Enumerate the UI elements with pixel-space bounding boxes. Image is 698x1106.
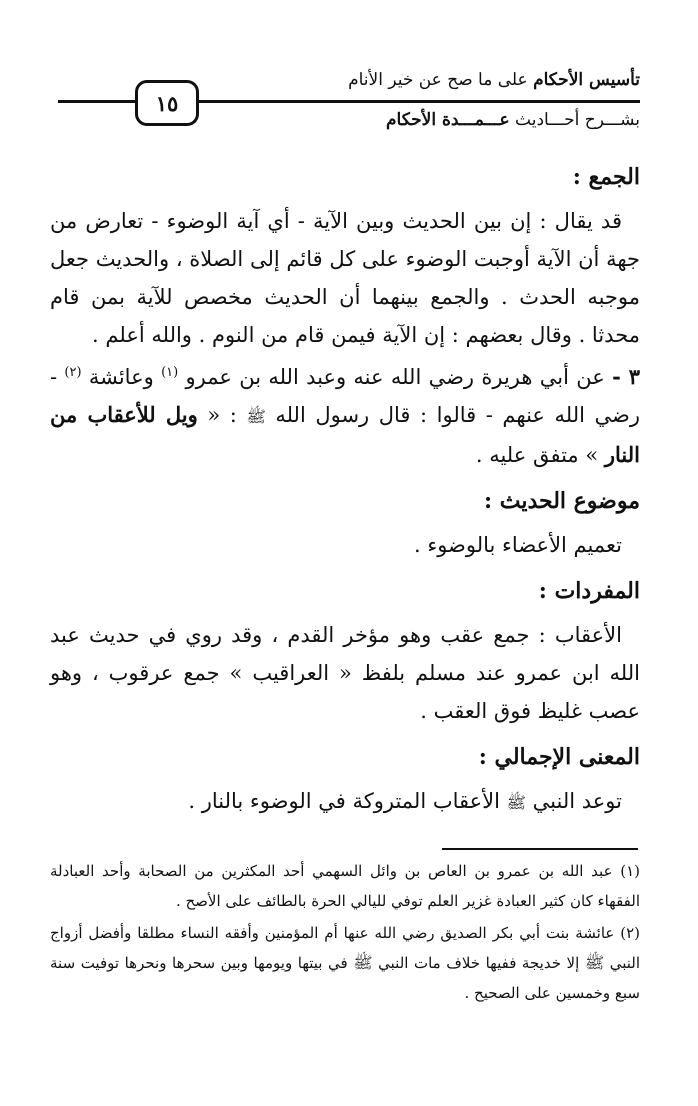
- footnote-ref-1[interactable]: (١): [161, 365, 179, 380]
- honorific-icon: ﷺ: [506, 793, 526, 812]
- footnote-2-text-a: عائشة بنت أبي بكر الصديق رضي الله عنها أم المؤمنين وأفقه النساء مطلقا وأفضل أزواج النبي: [50, 924, 640, 972]
- paragraph-jam: قد يقال : إن بين الحديث وبين الآية - أي آية الوضوء - تعارض من جهة أن الآية أوجبت الوضوء على كل قائم إلى الصلاة ، والحديث جعل موجبه الحدث . والجمع بينهما أن الحديث مخصص للآية بمن قام محدثا . وقال بعضهم : إن الآية فيمن قام من النوم . والله أعلم .: [50, 209, 640, 347]
- footnote-2-text-c: في بيتها ويومها وبين سحرها ونحرها توفيت سنة سبع وخمسين على الصحيح .: [50, 954, 640, 1002]
- footnote-1-text: عبد الله بن عمرو بن العاص بن وائل السهمي أحد المكثرين من الصحابة وأحد العبادلة الفقهاء كان كثير العبادة غزير العلم توفي لليالي الحرة بالطائف على الأصح .: [50, 862, 640, 910]
- footnote-rule: [442, 848, 638, 850]
- general-meaning-text-a: توعد النبي: [525, 789, 622, 813]
- general-meaning-text-b: الأعقاب المتروكة في الوضوء بالنار .: [188, 789, 507, 813]
- footnote-2-number: (٢): [620, 924, 640, 942]
- book-title-bold: تأسيس الأحكام: [533, 70, 640, 90]
- hadith-3: [50, 358, 640, 474]
- paragraph-general-meaning: [50, 782, 640, 822]
- page-header: [0, 0, 698, 150]
- honorific-icon: ﷺ: [584, 953, 605, 972]
- hadith-text-c: - رضي الله عنهم - قالوا : قال رسول الله: [50, 365, 641, 427]
- section-title-jam: الجمع :: [572, 164, 640, 190]
- footnote-1-number: (١): [620, 862, 640, 880]
- hadith-text-a: عن أبي هريرة رضي الله عنه وعبد الله بن عمرو: [178, 365, 613, 389]
- hadith-text-e: » متفق عليه .: [475, 443, 605, 467]
- hadith-text-b: وعائشة: [81, 365, 162, 389]
- paragraph-vocab: الأعقاب : جمع عقب وهو مؤخر القدم ، وقد روي في حديث عبد الله ابن عمرو عند مسلم بلفظ « العراقيب » جمع عرقوب ، وهو عصب غليظ فوق العقب .: [50, 623, 640, 723]
- footnotes: [50, 856, 640, 1010]
- page-number: ١٥: [135, 80, 199, 126]
- section-title-general-meaning: المعنى الإجمالي :: [478, 744, 640, 770]
- section-title-topic: موضوع الحديث :: [483, 488, 640, 514]
- honorific-icon: ﷺ: [353, 953, 373, 972]
- footnote-2: [50, 918, 640, 1008]
- book-title-rest: على ما صح عن خير الأنام: [348, 70, 534, 90]
- hadith-text-d: : «: [197, 403, 247, 427]
- footnote-ref-2[interactable]: (٢): [64, 365, 82, 380]
- hadith-number: ٣ -: [612, 364, 640, 389]
- book-subtitle-bold: عـــمـــدة الأحكام: [386, 110, 510, 130]
- footnote-1: [50, 856, 640, 916]
- hadith-quote: ويل للأعقاب من النار: [50, 402, 640, 467]
- honorific-icon: ﷺ: [246, 407, 266, 426]
- page-content: [50, 150, 640, 826]
- book-subtitle-light: بشـــرح أحـــاديث: [509, 110, 640, 130]
- section-title-vocab: المفردات :: [538, 578, 640, 604]
- book-title: [348, 70, 640, 90]
- book-subtitle: [386, 110, 640, 130]
- footnote-2-text-b: إلا خديجة ففيها خلاف مات النبي: [372, 954, 585, 972]
- paragraph-topic: تعميم الأعضاء بالوضوء .: [413, 533, 622, 557]
